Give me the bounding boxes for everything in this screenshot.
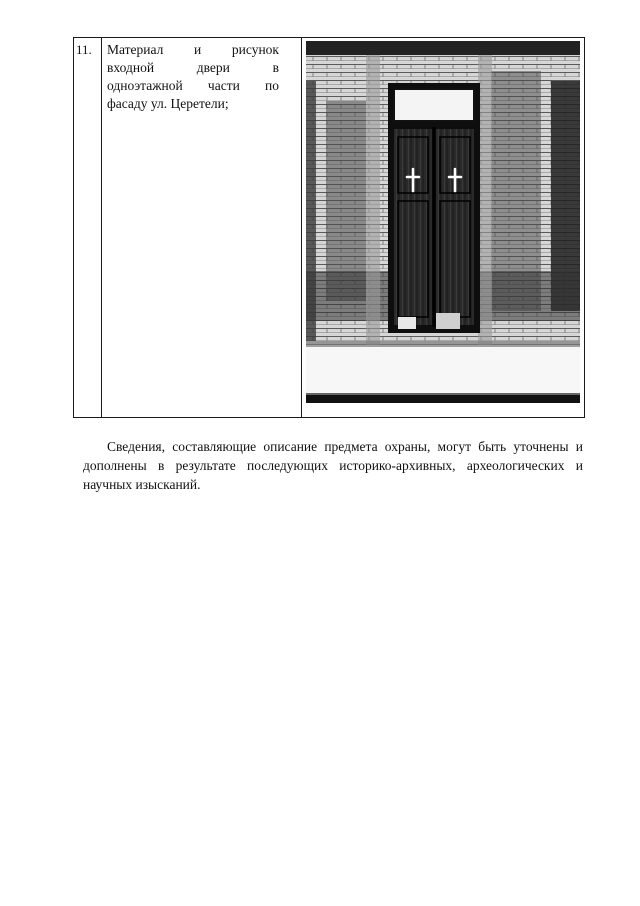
closing-paragraph (83, 437, 583, 494)
description-line: фасаду ул. Церетели; (107, 96, 229, 111)
row-number: 11. (76, 42, 92, 57)
paragraph-line: Сведения, составляющие описание предмета охраны, могут быть уточнены и (107, 439, 583, 454)
paragraph-line: дополнены в результате последующих историко-архивных, археологических и (83, 458, 583, 473)
paragraph-line: научных изысканий. (83, 477, 201, 492)
description-line: входной двери в (107, 60, 279, 75)
description-line: Материал и рисунок (107, 42, 279, 57)
table-column-divider (301, 38, 302, 417)
table-column-divider (101, 38, 102, 417)
item-description (107, 41, 279, 113)
protection-item-table (73, 37, 585, 418)
description-line: одноэтажной части по (107, 78, 279, 93)
entrance-door-photo (306, 41, 580, 409)
